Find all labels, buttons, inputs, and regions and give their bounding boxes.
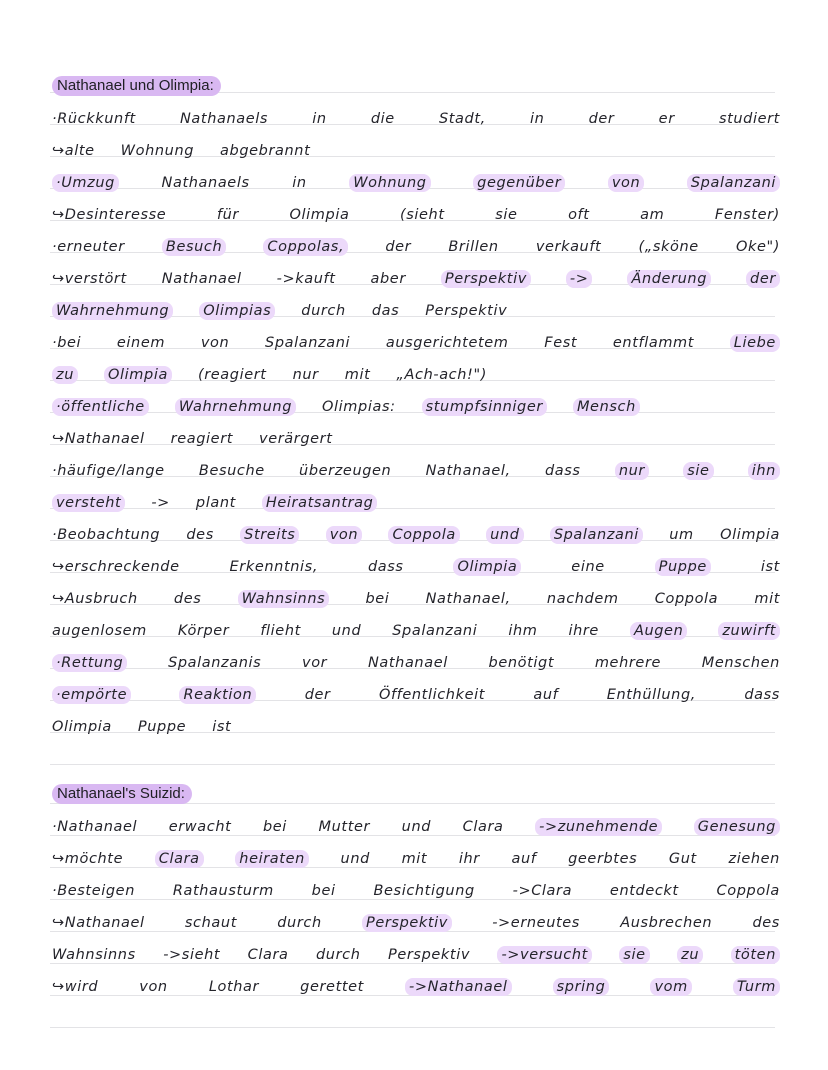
highlighted-word: ->zunehmende (535, 818, 662, 836)
word: ->Clara (512, 883, 573, 899)
word: durch (277, 915, 322, 931)
word: für (216, 207, 239, 223)
note-line (52, 708, 780, 740)
highlighted-word: Wahnsinns (238, 590, 330, 608)
word: Enthüllung, (606, 687, 696, 703)
word: ·bei (52, 335, 82, 351)
note-line (52, 516, 780, 548)
word: ihm (508, 623, 538, 639)
word: sie (495, 207, 518, 223)
word: ist (760, 559, 780, 575)
word: plant (195, 495, 236, 511)
word: einem (116, 335, 166, 351)
highlighted-word: Spalanzani (687, 174, 780, 192)
note-line (52, 548, 780, 580)
word: durch (316, 947, 361, 963)
word: abgebrannt (220, 143, 311, 159)
word: Coppola (654, 591, 719, 607)
note-line (52, 388, 780, 420)
word: des (186, 527, 214, 543)
highlighted-word: spring (553, 978, 610, 996)
word: Spalanzanis (168, 655, 262, 671)
word: bei (365, 591, 390, 607)
word: das (371, 303, 400, 319)
highlighted-word: ->Nathanael (405, 978, 512, 996)
highlighted-word: Liebe (730, 334, 780, 352)
word: Stadt, (438, 111, 486, 127)
highlighted-word: versteht (52, 494, 125, 512)
word: in (312, 111, 327, 127)
word: ihre (568, 623, 599, 639)
word: Öffentlichkeit (378, 687, 486, 703)
word: Puppe (137, 719, 187, 735)
highlighted-word: vom (650, 978, 691, 996)
word: geerbtes (568, 851, 638, 867)
word: ↪erschreckende (52, 559, 180, 575)
highlighted-word: der (746, 270, 780, 288)
section-heading: Nathanael und Olimpia: (52, 76, 221, 96)
word: Perspektiv (425, 303, 508, 319)
highlighted-word: Turm (733, 978, 780, 996)
word: ->erneutes (492, 915, 580, 931)
word: Perspektiv (388, 947, 470, 963)
word: Brillen (448, 239, 499, 255)
word: ausgerichtetem (385, 335, 509, 351)
highlighted-word: -> (566, 270, 593, 288)
word: der (385, 239, 412, 255)
highlighted-word: Wahrnehmung (175, 398, 296, 416)
ruled-line (50, 1027, 775, 1028)
word: Fenster) (714, 207, 780, 223)
note-line (52, 132, 780, 164)
note-line (52, 260, 780, 292)
word: überzeugen (299, 463, 392, 479)
word: verärgert (259, 431, 333, 447)
word: ↪Nathanael (52, 915, 145, 931)
word: („sköne (638, 239, 699, 255)
word: des (752, 915, 780, 931)
highlighted-word: zu (677, 946, 703, 964)
note-line (52, 968, 780, 1000)
word: am (640, 207, 665, 223)
word: dass (744, 687, 780, 703)
word: um (669, 527, 694, 543)
word: aber (370, 271, 406, 287)
word: des (173, 591, 202, 607)
highlighted-word: Olimpias (199, 302, 275, 320)
word: Olimpia (52, 719, 112, 735)
word: nachdem (546, 591, 619, 607)
highlighted-word: Augen (630, 622, 687, 640)
highlighted-word: Besuch (162, 238, 226, 256)
highlighted-word: Spalanzani (550, 526, 643, 544)
word: in (530, 111, 545, 127)
word: Nathanaels (161, 175, 250, 191)
highlighted-word: ·Rettung (52, 654, 127, 672)
note-line (52, 196, 780, 228)
word: ↪alte (52, 143, 95, 159)
highlighted-word: zu (52, 366, 78, 384)
word: Menschen (701, 655, 780, 671)
highlighted-word: Perspektiv (362, 914, 452, 932)
highlighted-word: Olimpia (104, 366, 172, 384)
word: Clara (462, 819, 504, 835)
highlighted-word: ·empörte (52, 686, 131, 704)
note-line (52, 612, 780, 644)
highlighted-word: Heiratsantrag (262, 494, 378, 512)
word: entdeckt (609, 883, 679, 899)
section-heading: Nathanael's Suizid: (52, 784, 192, 804)
word: mit (344, 367, 371, 383)
word: durch (301, 303, 346, 319)
word: dass (544, 463, 581, 479)
word: Olimpias: (322, 399, 396, 415)
note-line (52, 420, 780, 452)
word: Nathanael (367, 655, 448, 671)
word: Olimpia (289, 207, 350, 223)
word: in (292, 175, 307, 191)
highlighted-word: Mensch (573, 398, 640, 416)
word: Ausbrechen (620, 915, 713, 931)
word: er (658, 111, 675, 127)
word: ·häufige/lange (52, 463, 165, 479)
note-line (52, 292, 780, 324)
note-line (52, 808, 780, 840)
word: Spalanzani (392, 623, 478, 639)
highlighted-word: ·öffentliche (52, 398, 149, 416)
note-line (52, 100, 780, 132)
word: ↪wird (52, 979, 99, 995)
word: Nathanael (161, 271, 242, 287)
word: Nathanael, (425, 463, 511, 479)
word: Erkenntnis, (229, 559, 319, 575)
highlighted-word: Reaktion (179, 686, 256, 704)
highlighted-word: heiraten (235, 850, 309, 868)
highlighted-word: von (608, 174, 644, 192)
highlighted-word: gegenüber (473, 174, 565, 192)
note-line (52, 904, 780, 936)
word: bei (262, 819, 287, 835)
word: ↪verstört (52, 271, 127, 287)
word: ↪Ausbruch (52, 591, 138, 607)
note-line (52, 484, 780, 516)
word: studiert (718, 111, 780, 127)
word: die (370, 111, 395, 127)
word: Nathanael, (425, 591, 511, 607)
word: mit (401, 851, 428, 867)
word: Fest (544, 335, 578, 351)
highlighted-word: Puppe (655, 558, 711, 576)
word: Rathausturm (172, 883, 274, 899)
note-line (52, 840, 780, 872)
word: (reagiert (197, 367, 267, 383)
word: entflammt (612, 335, 695, 351)
word: ·Rückkunft (52, 111, 136, 127)
word: und (331, 623, 362, 639)
word: ↪Desinteresse (52, 207, 167, 223)
word: verkauft (535, 239, 602, 255)
highlighted-word: Coppola (388, 526, 459, 544)
highlighted-word: Genesung (694, 818, 780, 836)
word: und (401, 819, 432, 835)
word: der (588, 111, 615, 127)
note-line (52, 356, 780, 388)
word: reagiert (170, 431, 234, 447)
word: Lothar (208, 979, 260, 995)
word: ·Nathanael (52, 819, 138, 835)
highlighted-word: Perspektiv (441, 270, 531, 288)
highlighted-word: Clara (155, 850, 204, 868)
word: Besuche (198, 463, 265, 479)
word: von (200, 335, 230, 351)
word: Clara (247, 947, 289, 963)
word: Besichtigung (373, 883, 475, 899)
highlighted-word: stumpfsinniger (422, 398, 547, 416)
highlighted-word: ->versucht (497, 946, 591, 964)
highlighted-word: von (326, 526, 362, 544)
word: „Ach-ach!") (396, 367, 487, 383)
word: ·erneuter (52, 239, 125, 255)
note-line (52, 676, 780, 708)
word: ihr (458, 851, 480, 867)
word: Wahnsinns (52, 947, 136, 963)
word: -> (151, 495, 170, 511)
word: ziehen (728, 851, 780, 867)
word: ·Besteigen (52, 883, 135, 899)
note-line (52, 872, 780, 904)
note-line (52, 228, 780, 260)
word: flieht (260, 623, 301, 639)
word: ->kauft (276, 271, 336, 287)
word: der (304, 687, 331, 703)
highlighted-word: sie (619, 946, 649, 964)
word: benötigt (488, 655, 555, 671)
note-line (52, 452, 780, 484)
word: ist (212, 719, 232, 735)
word: Gut (668, 851, 697, 867)
note-line (52, 936, 780, 968)
highlighted-word: zuwirft (718, 622, 780, 640)
word: Nathanaels (179, 111, 269, 127)
highlighted-word: Änderung (627, 270, 711, 288)
highlighted-word: sie (683, 462, 713, 480)
word: Oke") (735, 239, 780, 255)
word: augenlosem (52, 623, 147, 639)
highlighted-word: ihn (748, 462, 780, 480)
word: ->sieht (163, 947, 221, 963)
highlighted-word: Wahrnehmung (52, 302, 173, 320)
word: auf (511, 851, 537, 867)
word: erwacht (168, 819, 232, 835)
word: mit (754, 591, 780, 607)
word: von (139, 979, 168, 995)
highlighted-word: Coppolas, (263, 238, 348, 256)
word: Olimpia (720, 527, 780, 543)
highlighted-word: Olimpia (453, 558, 521, 576)
highlighted-word: töten (731, 946, 780, 964)
word: auf (533, 687, 559, 703)
word: (sieht (400, 207, 445, 223)
word: ↪möchte (52, 851, 124, 867)
word: Coppola (716, 883, 780, 899)
word: Spalanzani (265, 335, 351, 351)
word: Wohnung (120, 143, 195, 159)
word: ↪Nathanael (52, 431, 145, 447)
word: und (340, 851, 370, 867)
word: oft (568, 207, 590, 223)
highlighted-word: nur (615, 462, 649, 480)
word: Körper (177, 623, 230, 639)
word: nur (292, 367, 319, 383)
word: bei (311, 883, 336, 899)
word: mehrere (594, 655, 662, 671)
highlighted-word: Wohnung (349, 174, 430, 192)
word: schaut (184, 915, 237, 931)
note-line (52, 164, 780, 196)
word: gerettet (300, 979, 364, 995)
word: eine (571, 559, 605, 575)
note-line (52, 644, 780, 676)
word: dass (367, 559, 404, 575)
highlighted-word: und (486, 526, 523, 544)
word: Mutter (318, 819, 371, 835)
highlighted-word: Streits (240, 526, 299, 544)
word: ·Beobachtung (52, 527, 161, 543)
note-line (52, 580, 780, 612)
note-line (52, 324, 780, 356)
highlighted-word: ·Umzug (52, 174, 119, 192)
ruled-line (50, 764, 775, 765)
word: vor (302, 655, 328, 671)
